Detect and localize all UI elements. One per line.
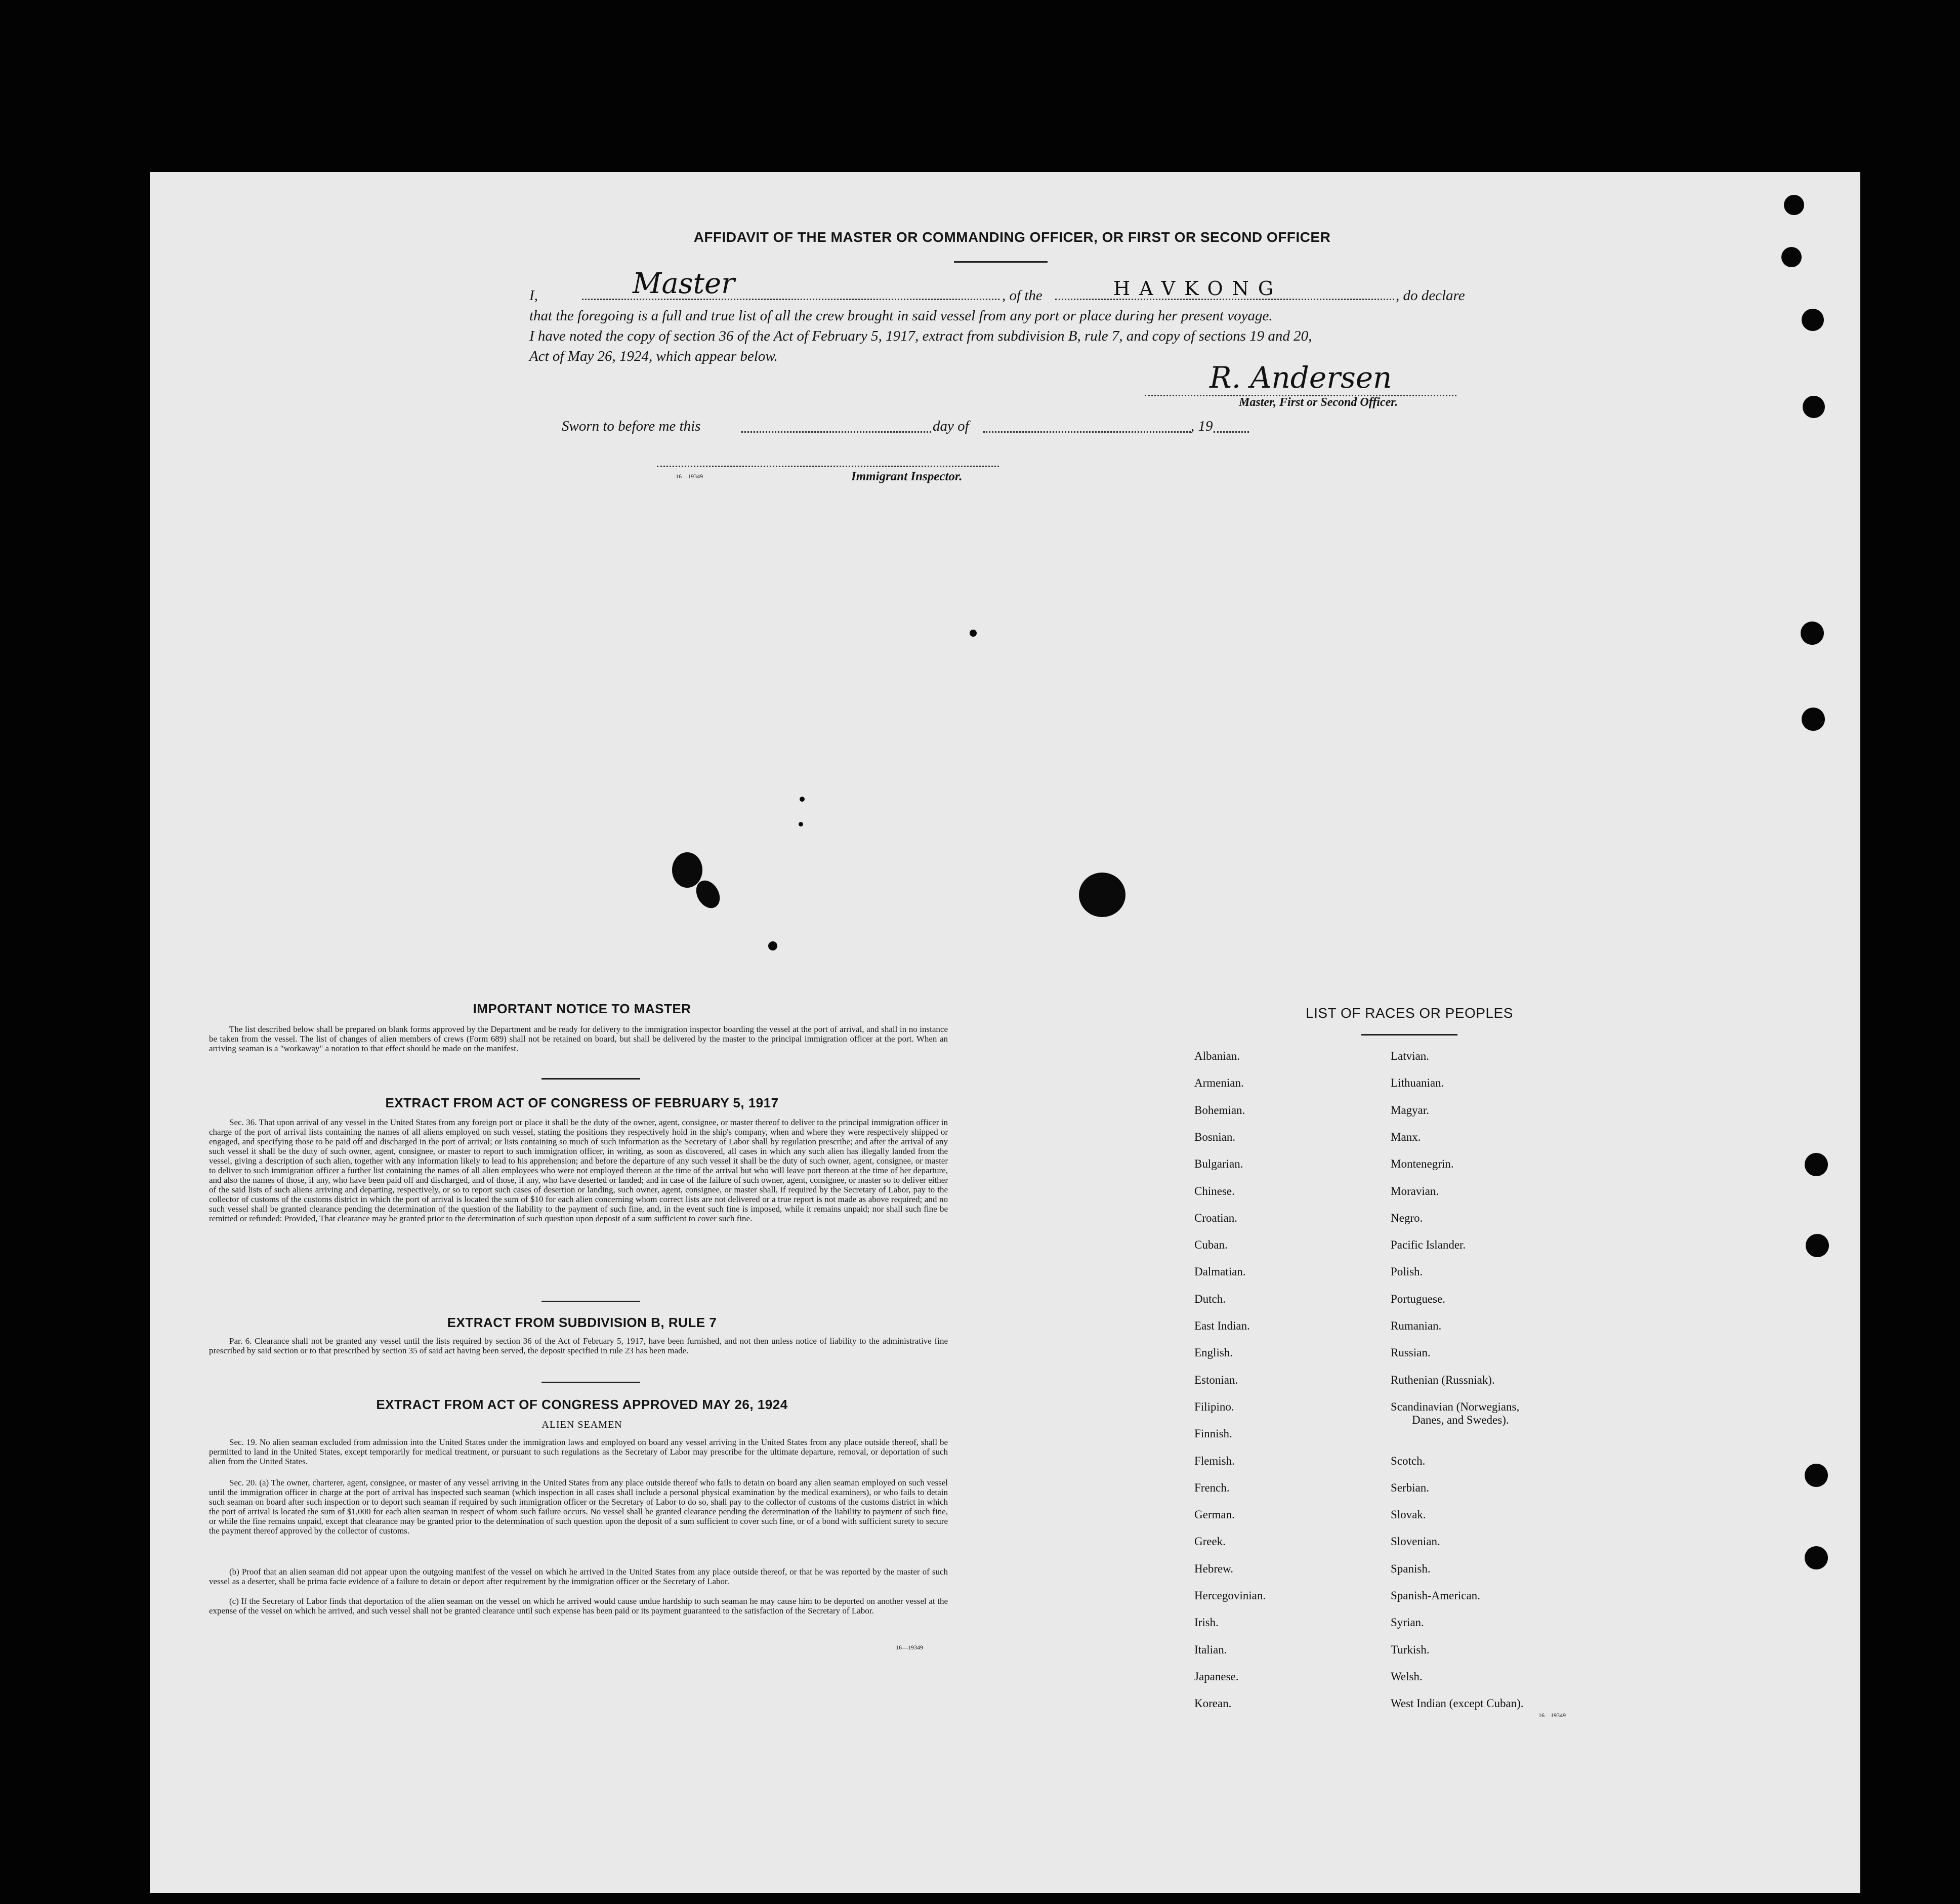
race-item: Montenegrin.	[1391, 1157, 1454, 1171]
races-title: LIST OF RACES OR PEOPLES	[1306, 1005, 1513, 1021]
extract-1917-divider	[541, 1301, 640, 1302]
extract-form-number: 16—19349	[896, 1644, 923, 1651]
race-item: Italian.	[1194, 1643, 1227, 1656]
inspector-signature-field[interactable]	[657, 466, 999, 467]
notice-divider	[541, 1078, 640, 1080]
race-item: Serbian.	[1391, 1481, 1430, 1494]
race-item: Irish.	[1194, 1616, 1219, 1629]
race-item: Syrian.	[1391, 1616, 1424, 1629]
ink-blot	[672, 852, 702, 888]
notice-title: IMPORTANT NOTICE TO MASTER	[473, 1001, 691, 1016]
ink-blot	[1079, 873, 1125, 917]
signature-handwritten: R. Andersen	[1210, 360, 1392, 395]
race-item: Spanish-American.	[1391, 1589, 1480, 1602]
race-item: Croatian.	[1194, 1211, 1237, 1224]
race-item: Estonian.	[1194, 1373, 1238, 1386]
sworn-day-field[interactable]	[741, 431, 931, 433]
race-item: Negro.	[1391, 1211, 1423, 1224]
race-item: Filipino.	[1194, 1400, 1234, 1413]
extract-1924-title: EXTRACT FROM ACT OF CONGRESS APPROVED MAY 26, 1924	[376, 1397, 788, 1412]
punch-hole	[1801, 622, 1824, 645]
punch-hole	[1784, 195, 1804, 215]
ink-spot	[799, 822, 803, 826]
punch-hole	[1805, 1153, 1828, 1176]
race-item: Manx.	[1391, 1130, 1421, 1143]
race-item: Greek.	[1194, 1535, 1226, 1548]
of-the-label: , of the	[1002, 287, 1042, 304]
race-item: Hercegovinian.	[1194, 1589, 1266, 1602]
race-item: Bulgarian.	[1194, 1157, 1243, 1171]
subdivision-b-divider	[541, 1382, 640, 1383]
race-item: Cuban.	[1194, 1238, 1228, 1252]
race-item: Danes, and Swedes).	[1412, 1413, 1509, 1426]
sworn-label: Sworn to before me this	[562, 418, 701, 434]
do-declare-label: , do declare	[1396, 287, 1465, 304]
race-item: Hebrew.	[1194, 1562, 1234, 1575]
race-item: Welsh.	[1391, 1670, 1423, 1683]
ink-spot	[800, 797, 805, 802]
race-item: English.	[1194, 1346, 1233, 1359]
sworn-year-field[interactable]	[1214, 431, 1249, 433]
race-item: Slovak.	[1391, 1508, 1426, 1521]
extract-1924-subtitle: ALIEN SEAMEN	[541, 1419, 622, 1430]
punch-hole	[1802, 708, 1825, 731]
race-item: Chinese.	[1194, 1184, 1235, 1197]
race-item: Turkish.	[1391, 1643, 1430, 1656]
sec20a-text: Sec. 20. (a) The owner, charterer, agent, consignee, or master of any vessel arriving in the United States from any place outside thereof who fails to detain on board any alien seaman employed on such vessel until the immigration officer in charge at the port of arrival has inspected such seaman (which inspection in all cases shall include a personal physical examination by the medical examiners), or who fails to detain such seaman on board after such inspection or to deport such seaman if required by such immigration officer or the Secretary of Labor to do so, shall pay to the collector of customs of the customs district in which the port of arrival is located the sum of $1,000 for each alien seaman in respect of whom such failure occurs. No vessel shall be granted clearance pending the determination of the liability to payment of such fine, or while the fine remains unpaid, except that clearance may be granted prior to the determination of such question upon the deposit of a sum sufficient to cover such fine, or of a bond with sufficient surety to secure the payment thereof approved by the collector of customs.	[209, 1478, 948, 1536]
punch-hole	[1805, 1546, 1828, 1569]
race-item: Scandinavian (Norwegians,	[1391, 1400, 1520, 1413]
ink-spot	[970, 630, 977, 637]
day-of-label: day of	[933, 418, 969, 434]
race-item: East Indian.	[1194, 1319, 1250, 1332]
race-item: Flemish.	[1194, 1454, 1235, 1467]
race-item: West Indian (except Cuban).	[1391, 1697, 1524, 1710]
races-divider	[1361, 1034, 1457, 1036]
race-item: Russian.	[1391, 1346, 1431, 1359]
race-item: German.	[1194, 1508, 1235, 1521]
race-item: Bohemian.	[1194, 1103, 1245, 1116]
race-item: Dutch.	[1194, 1292, 1226, 1305]
signature-caption: Master, First or Second Officer.	[1239, 396, 1398, 409]
notice-text: The list described below shall be prepared on blank forms approved by the Department and be ready for delivery to the immigration inspector boarding the vessel at the port of arrival, and shall in no instance be taken from the vessel. The list of changes of alien members of crews (Form 689) shall not be retained on board, but shall be delivered by the master to the principal immigration officer at the port. When an arriving seaman is a "workaway" a notation to that effect should be made on the manifest.	[209, 1024, 948, 1053]
affidavit-line3: I have noted the copy of section 36 of the Act of February 5, 1917, extract from subdivision B, rule 7, and copy of sections 19 and 20,	[529, 328, 1312, 344]
punch-hole	[1781, 247, 1802, 267]
race-item: Japanese.	[1194, 1670, 1239, 1683]
subdivision-b-text: Par. 6. Clearance shall not be granted any vessel until the lists required by section 36 of the Act of February 5, 1917, have been furnished, and not then unless notice of liability to the administrative fine prescribed by said section or to that prescribed by section 35 of said act having been served, the deposit specified in rule 23 has been made.	[209, 1336, 948, 1355]
race-item: Bosnian.	[1194, 1130, 1236, 1143]
race-item: Lithuanian.	[1391, 1077, 1444, 1090]
sec20c-text: (c) If the Secretary of Labor finds that deportation of the alien seaman on the vessel on which he arrived would cause undue hardship to such seaman he may cause him to be deported on another vessel at the expense of the vessel on which he arrived, and such vessel shall not be granted clearance until such expense has been paid or its payment guaranteed to the satisfaction of the Secretary of Labor.	[209, 1596, 948, 1616]
inspector-caption: Immigrant Inspector.	[851, 470, 963, 483]
race-item: Magyar.	[1391, 1103, 1430, 1116]
race-item: French.	[1194, 1481, 1230, 1494]
race-item: Albanian.	[1194, 1050, 1240, 1062]
race-item: Ruthenian (Russniak).	[1391, 1373, 1495, 1386]
race-item: Scotch.	[1391, 1454, 1426, 1467]
ink-spot	[768, 941, 777, 950]
affidavit-form-number: 16—19349	[676, 473, 703, 480]
race-item: Finnish.	[1194, 1427, 1232, 1440]
races-form-number: 16—19349	[1538, 1712, 1566, 1719]
race-item: Korean.	[1194, 1697, 1232, 1710]
race-item: Dalmatian.	[1194, 1265, 1246, 1278]
title-divider	[954, 261, 1048, 263]
race-item: Rumanian.	[1391, 1319, 1442, 1332]
extract-1917-title: EXTRACT FROM ACT OF CONGRESS OF FEBRUARY 5, 1917	[385, 1095, 779, 1110]
race-item: Pacific Islander.	[1391, 1238, 1466, 1252]
master-name-handwritten: Master	[633, 267, 735, 300]
punch-hole	[1803, 396, 1825, 418]
race-item: Slovenian.	[1391, 1535, 1440, 1548]
sec20b-text: (b) Proof that an alien seaman did not appear upon the outgoing manifest of the vessel on which he arrived in the United States from any place outside thereof, or that he was reported by the master of such vessel as a deserter, shall be prima facie evidence of a failure to detain or deport after requirement by the immigration officer or the Secretary of Labor.	[209, 1567, 948, 1586]
race-item: Moravian.	[1391, 1184, 1439, 1197]
sworn-month-field[interactable]	[983, 431, 1191, 433]
race-item: Spanish.	[1391, 1562, 1431, 1575]
affidavit-line4: Act of May 26, 1924, which appear below.	[529, 348, 778, 364]
affidavit-title: AFFIDAVIT OF THE MASTER OR COMMANDING OFFICER, OR FIRST OR SECOND OFFICER	[693, 229, 1331, 245]
punch-hole	[1802, 309, 1824, 331]
race-item: Polish.	[1391, 1265, 1423, 1278]
subdivision-b-title: EXTRACT FROM SUBDIVISION B, RULE 7	[447, 1315, 717, 1330]
sec19-text: Sec. 19. No alien seaman excluded from admission into the United States under the immigration laws and employed on board any vessel arriving in the United States from any place outside thereof, shall be permitted to land in the United States, except temporarily for medical treatment, or pursuant to such regulations as the Secretary of Labor may prescribe for the ultimate departure, removal, or deportation of such alien from the United States.	[209, 1437, 948, 1466]
vessel-name-handwritten: HAVKONG	[1113, 277, 1283, 300]
affidavit-line1-prefix: I,	[529, 287, 538, 304]
affidavit-line2: that the foregoing is a full and true list of all the crew brought in said vessel from any port or place during her present voyage.	[529, 308, 1273, 324]
extract-1917-text: Sec. 36. That upon arrival of any vessel in the United States from any foreign port or place it shall be the duty of the owner, agent, consignee, or master thereof to deliver to the principal immigration officer in charge of the port of arrival lists containing the names of all aliens employed on such vessel, stating the positions they respectively hold in the ship's company, when and where they were respectively shipped or engaged, and specifying those to be paid off and discharged in the port of arrival; or lists containing so much of such information as the Secretary of Labor shall by regulation prescribe; and after the arrival of any such vessel it shall be the duty of such owner, agent, consignee, or master to report to such immigration officer, in writing, as soon as discovered, all cases in which any such alien has illegally landed from the vessel, giving a description of such alien, together with any information likely to lead to his apprehension; and before the departure of any such vessel it shall be the duty of such owner, agent, consignee, or master to deliver to such immigration officer a further list containing the names of all alien employees who were not employed thereon at the time of the arrival but who will leave port thereon at the time of her departure, and also the names of those, if any, who have been paid off and discharged, and of those, if any, who have deserted or landed; and in case of the failure of such owner, agent, consignee, or master so to deliver either of the said lists of such aliens arriving and departing, respectively, or so to report such cases of desertion or landing, such owner, agent, consignee, or master shall, if required by the Secretary of Labor, pay to the collector of customs of the customs district in which the port of arrival is located the sum of $10 for each alien concerning whom correct lists are not delivered or a true report is not made as above required; and no such vessel shall be granted clearance pending the determination of the question of the liability to the payment of such fine, and, in the event such fine is imposed, while it remains unpaid; nor shall such fine be remitted or refunded: Provided, That clearance may be granted prior to the determination of such question upon deposit of a sum sufficient to cover such fine.	[209, 1117, 948, 1223]
race-item: Latvian.	[1391, 1050, 1429, 1062]
race-item: Armenian.	[1194, 1077, 1244, 1090]
year-label: , 19	[1191, 418, 1213, 434]
punch-hole	[1805, 1464, 1828, 1487]
race-item: Portuguese.	[1391, 1292, 1445, 1305]
punch-hole	[1806, 1234, 1829, 1257]
